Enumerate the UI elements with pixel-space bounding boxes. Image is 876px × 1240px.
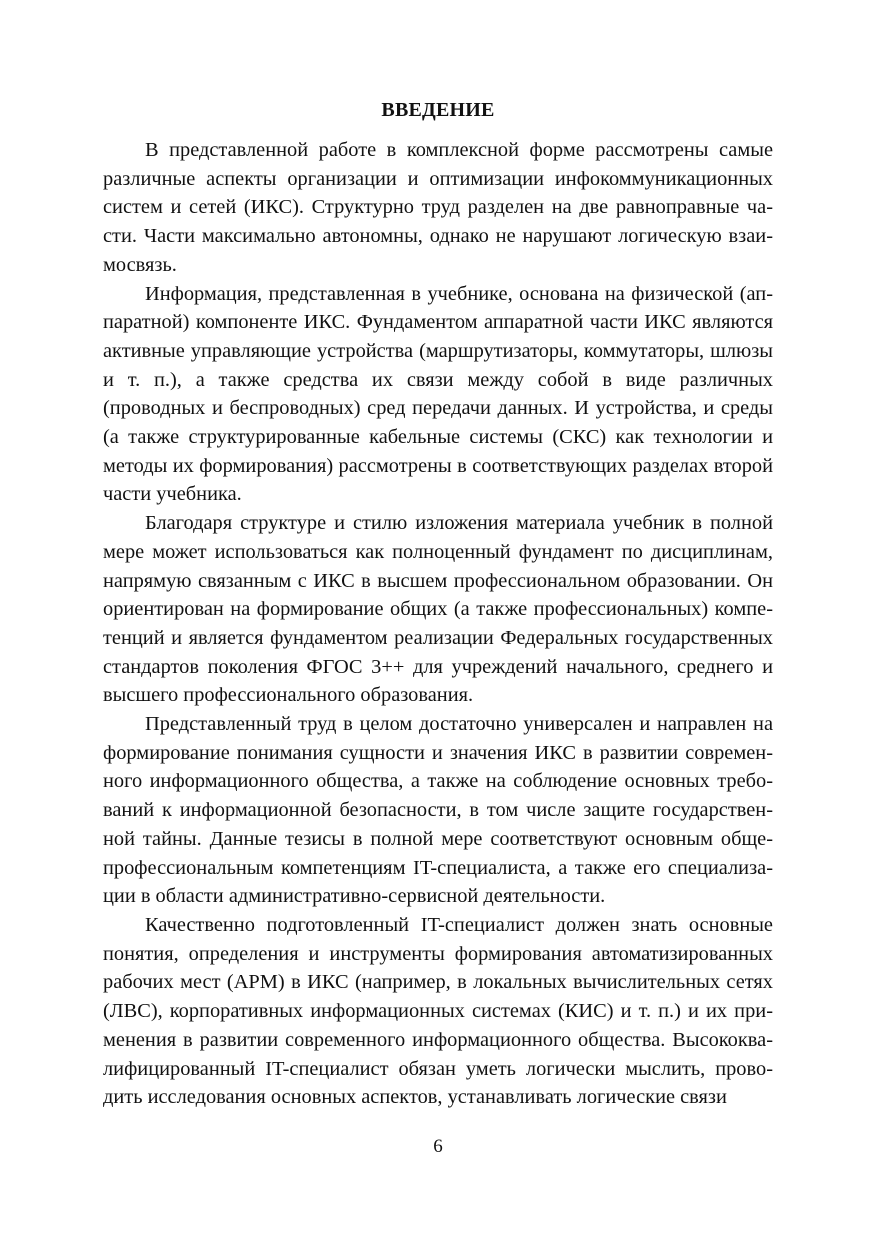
page-title: ВВЕДЕНИЕ — [381, 99, 495, 121]
paragraph-4: Представленный труд в целом достаточно универсален и направлен на формирование понимания сущности и значения ИКС в развитии современного информационного общества, а также на соблюдение основных требований к информационной безопасности, в том числе защите государственной тайны. Данные тезисы в полной мере соответствуют основным общепрофессиональным компетенциям IT-специалиста, а также его специализации в области административно-сервисной деятельности. — [103, 713, 773, 908]
paragraph-2: Информация, представленная в учебнике, основана на физической (аппаратной) компоненте ИКС. Фундаментом аппаратной части ИКС являются активные управляющие устройства (маршрутизаторы, коммутаторы, шлюзы и т. п.), а также средства их связи между собой в виде различных (проводных и беспроводных) сред передачи данных. И устройства, и среды (а также структурированные кабельные системы (СКС) как технологии и методы их формирования) рассмотрены в соответствующих разделах второй части учебника. — [103, 282, 773, 506]
paragraph-3: Благодаря структуре и стилю изложения материала учебник в полной мере может использоваться как полноценный фундамент по дисциплинам, напрямую связанным с ИКС в высшем профессиональном образовании. Он ориентирован на формирование общих (а также профессиональных) компетенций и является фундаментом реализации Федеральных государственных стандартов поколения ФГОС 3++ для учреждений начального, среднего и высшего профессионального образования. — [103, 512, 773, 707]
body-text — [103, 136, 773, 1112]
paragraph-1: В представленной работе в комплексной форме рассмотрены самые различные аспекты организации и оптимизации инфокоммуникационных систем и сетей (ИКС). Структурно труд разделен на две равноправные части. Части максимально автономны, однако не нарушают логическую взаимосвязь. — [103, 139, 773, 276]
paragraph-5: Качественно подготовленный IT-специалист должен знать основные понятия, определения и инструменты формирования автоматизированных рабочих мест (АРМ) в ИКС (например, в локальных вычислительных сетях (ЛВС), корпоративных информационных системах (КИС) и т. п.) и их применения в развитии современного информационного общества. Высококвалифицированный IT-специалист обязан уметь логически мыслить, проводить исследования основных аспектов, устанавливать логические связи — [103, 913, 773, 1109]
page-number: 6 — [433, 1136, 443, 1157]
